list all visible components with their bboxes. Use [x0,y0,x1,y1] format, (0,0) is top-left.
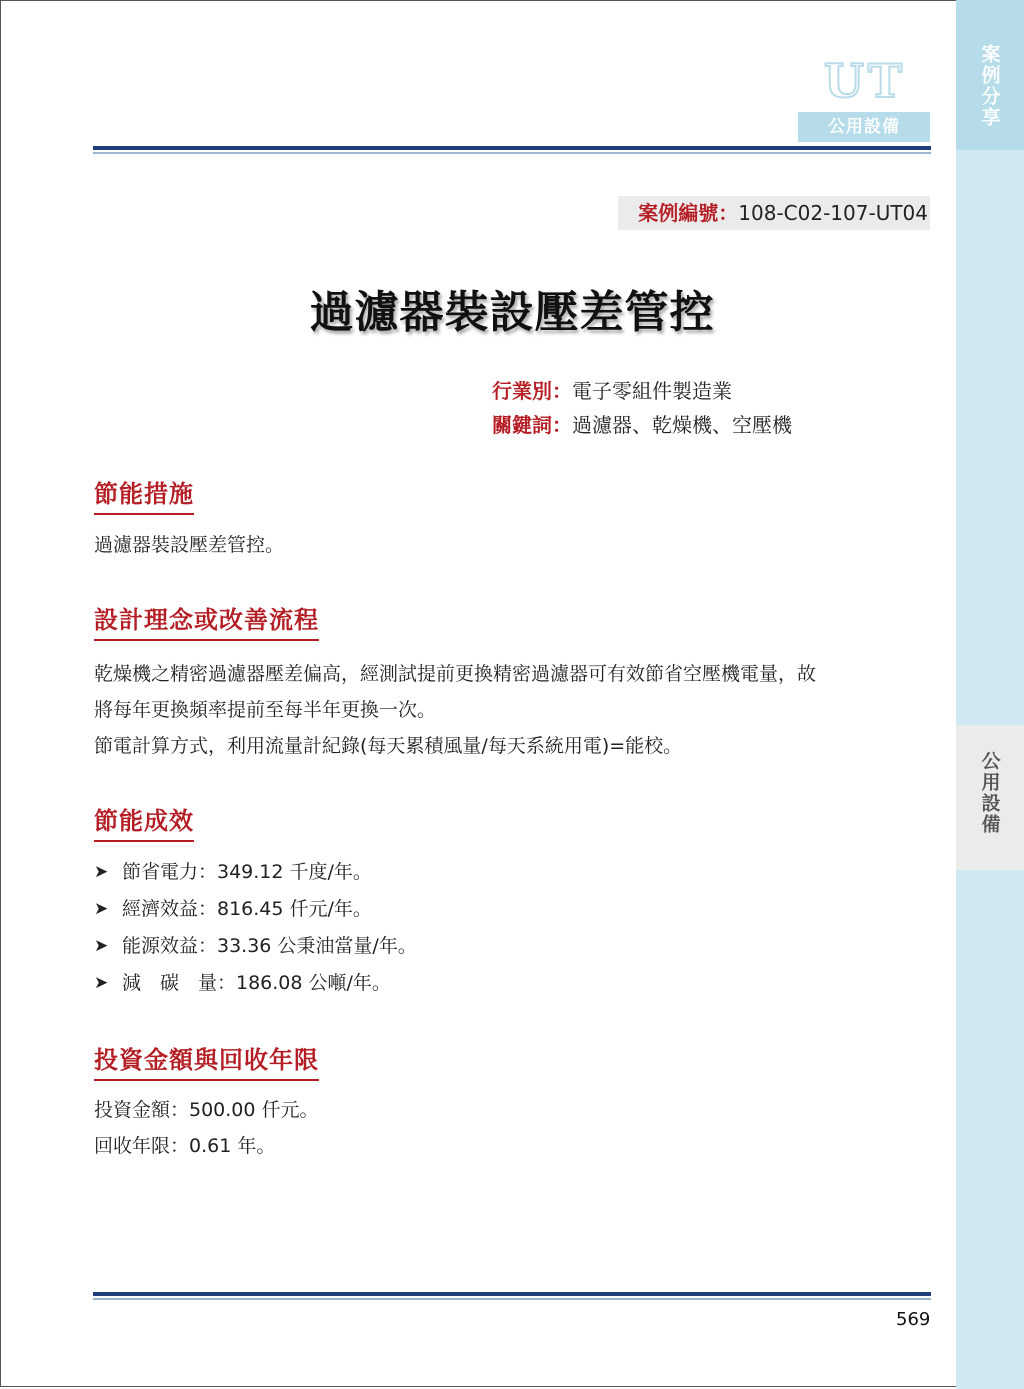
keywords-row [492,409,792,438]
case-number-value: 108-C02-107-UT04 [738,201,928,225]
keywords-label: 關鍵詞： [492,413,572,437]
design-line: 節電計算方式，利用流量計紀錄(每天累積風量/每天系統用電)=能校。 [94,735,683,757]
list-item [94,965,417,1002]
result-text: 經濟效益：816.45 仟元/年。 [122,898,372,920]
design-line: 將每年更換頻率提前至每半年更換一次。 [94,699,437,721]
arrow-bullet-icon: ➤ [94,936,109,956]
logo-category-band: 公用設備 [798,112,930,142]
list-item [94,854,417,891]
arrow-bullet-icon: ➤ [94,973,109,993]
list-item [94,891,417,928]
side-category-label: 公用設備 [978,751,1001,835]
result-text: 減 碳 量：186.08 公噸/年。 [122,972,391,994]
result-text: 節省電力：349.12 千度/年。 [122,861,372,883]
design-heading: 設計理念或改善流程 [94,600,319,641]
arrow-bullet-icon: ➤ [94,862,109,882]
page-title: 過濾器裝設壓差管控 [309,287,715,338]
investment-heading: 投資金額與回收年限 [94,1040,319,1081]
side-section-label: 案例分享 [978,44,1001,128]
results-list [94,854,417,1002]
investment-body [94,1092,936,1164]
case-number-label: 案例編號： [638,201,739,225]
page-number: 569 [896,1309,931,1330]
case-number-box [618,196,930,230]
results-heading: 節能成效 [94,801,194,842]
list-item [94,928,417,965]
keywords-value: 過濾器、乾燥機、空壓機 [572,413,792,437]
side-section-tab [956,0,1024,150]
result-text: 能源效益：33.36 公秉油當量/年。 [122,935,417,957]
side-category-tab[interactable] [956,725,1024,870]
industry-value: 電子零組件製造業 [572,379,732,403]
arrow-bullet-icon: ➤ [94,899,109,919]
design-body [94,656,936,764]
header-rule [93,146,931,154]
investment-amount: 投資金額：500.00 仟元。 [94,1099,319,1121]
industry-row [492,375,732,404]
design-line: 乾燥機之精密過濾器壓差偏高，經測試提前更換精密過濾器可有效節省空壓機電量，故 [94,663,817,685]
payback-period: 回收年限：0.61 年。 [94,1135,276,1157]
measures-heading: 節能措施 [94,474,194,515]
ut-logo: UT [823,54,907,108]
footer-rule [93,1292,931,1300]
industry-label: 行業別： [492,379,572,403]
side-strip [956,0,1024,1389]
measures-text: 過濾器裝設壓差管控。 [94,534,285,556]
